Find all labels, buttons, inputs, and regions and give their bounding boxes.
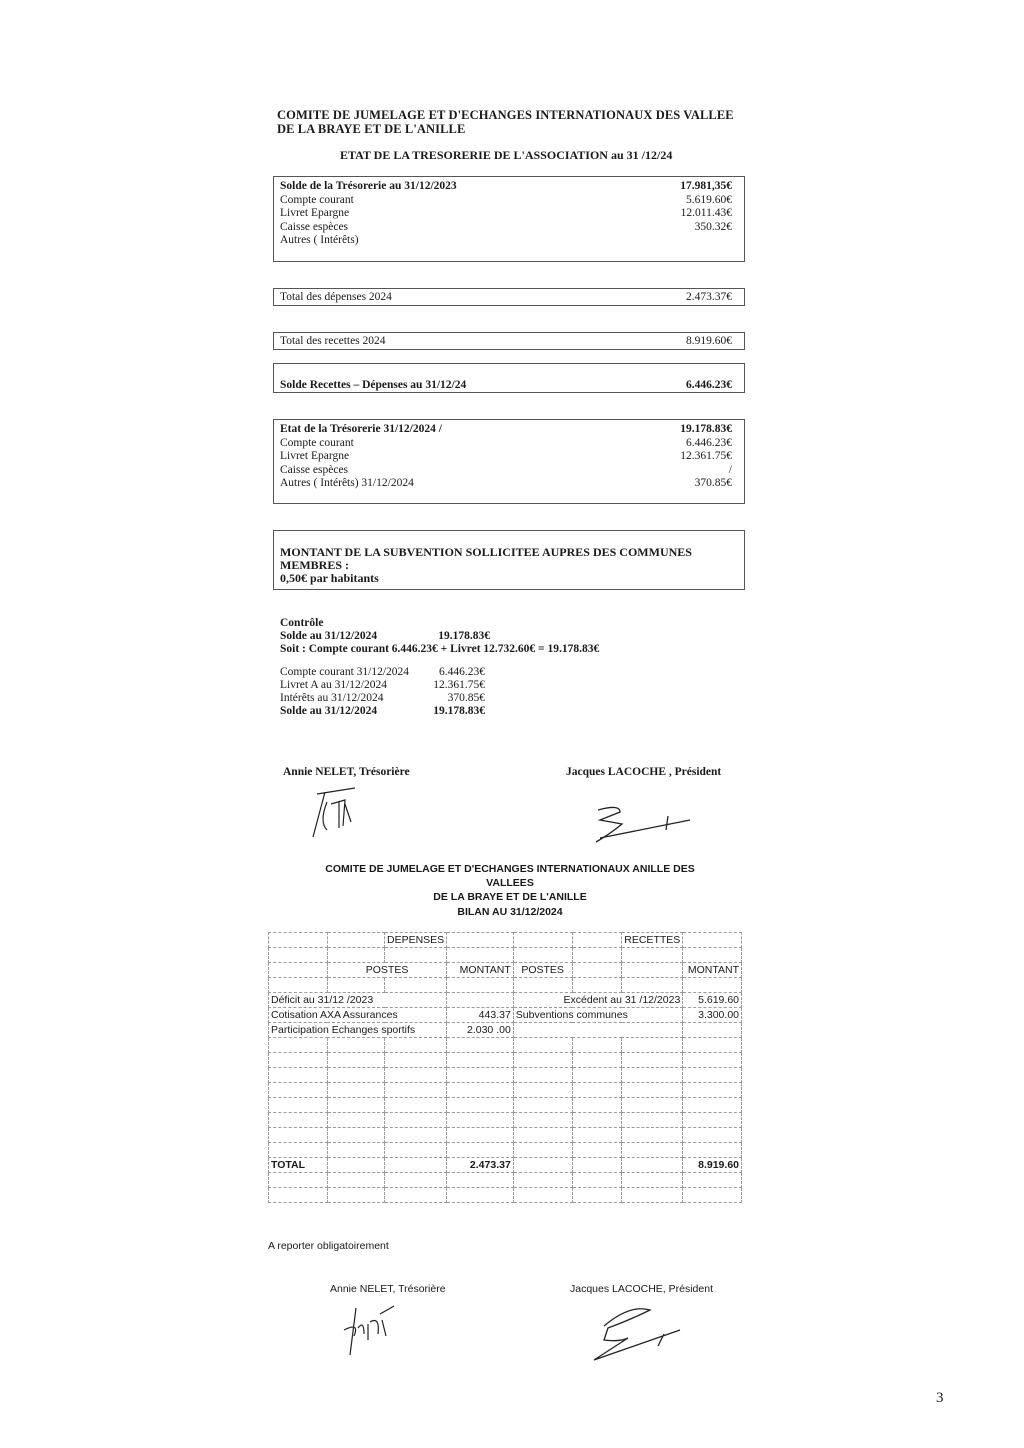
row-label: Caisse espèces	[280, 463, 349, 476]
rec-poste-cell: Excédent au 31 /12/2023	[513, 993, 683, 1008]
president-name-footer: Jacques LACOCHE, Président	[570, 1283, 713, 1295]
recettes-header: RECETTES	[622, 933, 683, 948]
row-value: 19.178.83€	[680, 423, 732, 435]
controle-soit: Soit : Compte courant 6.446.23€ + Livret 12.732.60€ = 19.178.83€	[280, 643, 600, 655]
rec-montant-cell: 3.300.00	[683, 1008, 742, 1023]
treasurer-signature-icon	[305, 782, 365, 842]
table-row	[269, 1113, 742, 1128]
table-row	[269, 1188, 742, 1203]
treasury-2023-row	[274, 180, 744, 194]
row-value: 12.361.75€	[680, 450, 732, 462]
bilan-table	[268, 932, 742, 1203]
controle-detail-value: 6.446.23€	[439, 666, 485, 678]
total-row	[269, 1158, 742, 1173]
page-number: 3	[936, 1390, 944, 1406]
table-row	[269, 993, 742, 1008]
table-row	[269, 1023, 742, 1038]
controle-solde-value: 19.178.83€	[438, 630, 490, 642]
table-row	[269, 1098, 742, 1113]
treasury-2024-row	[274, 437, 744, 451]
rec-poste-cell	[513, 1023, 683, 1038]
total-depenses-label: Total des dépenses 2024	[280, 291, 392, 303]
dep-montant-cell: 443.37	[447, 1008, 514, 1023]
treasury-2024-row	[274, 450, 744, 464]
treasury-2024-row	[274, 477, 744, 491]
row-label: Caisse espèces	[280, 220, 349, 233]
treasury-2023-row	[274, 207, 744, 221]
total-recettes-box	[273, 332, 745, 350]
treasury-2023-row	[274, 221, 744, 235]
total-depenses-cell: 2.473.37	[447, 1158, 514, 1173]
subvention-line: MONTANT DE LA SUBVENTION SOLLICITEE AUPRES DES COMMUNES	[280, 545, 692, 559]
controle-solde-label: Solde au 31/12/2024	[280, 630, 378, 642]
controle-detail-value: 12.361.75€	[433, 679, 485, 691]
table-row	[269, 1068, 742, 1083]
solde-box	[273, 363, 745, 393]
table-row	[269, 1083, 742, 1098]
subvention-rate: 0,50€ par habitants	[280, 571, 379, 585]
row-label: Compte courant	[280, 193, 354, 206]
dep-montant-header: MONTANT	[447, 963, 514, 978]
table-row	[269, 1038, 742, 1053]
rec-montant-cell: 5.619.60	[683, 993, 742, 1008]
table-row	[269, 1173, 742, 1188]
treasury-subtitle: ETAT DE LA TRESORERIE DE L'ASSOCIATION au 31 /12/24	[340, 148, 673, 162]
rec-montant-header: MONTANT	[683, 963, 742, 978]
controle-detail-label: Intérêts au 31/12/2024	[280, 692, 384, 704]
row-value: 6.446.23€	[686, 436, 732, 449]
row-label: Livret Epargne	[280, 450, 350, 462]
rec-montant-cell	[683, 1023, 742, 1038]
president-signature-footer-icon	[590, 1300, 700, 1370]
solde-label: Solde Recettes – Dépenses au 31/12/24	[280, 379, 467, 391]
treasury-2023-row	[274, 194, 744, 208]
row-value: 350.32€	[694, 220, 732, 233]
treasury-2024-box	[273, 419, 745, 504]
row-value: 370.85€	[694, 477, 732, 489]
treasurer-signature-footer-icon	[340, 1300, 400, 1360]
report-note: A reporter obligatoirement	[268, 1240, 389, 1252]
row-value: 12.011.43€	[680, 207, 732, 219]
subvention-line: MEMBRES :	[280, 558, 349, 572]
dep-poste-cell: Déficit au 31/12 /2023	[269, 993, 447, 1008]
row-label: Solde de la Trésorerie au 31/12/2023	[280, 180, 457, 192]
table-row	[269, 1053, 742, 1068]
total-depenses-box	[273, 288, 745, 306]
row-label: Autres ( Intérêts)	[280, 234, 359, 246]
total-recettes-cell: 8.919.60	[683, 1158, 742, 1173]
total-depenses-value: 2.473.37€	[686, 291, 732, 303]
table-row	[269, 933, 742, 948]
total-recettes-label: Total des recettes 2024	[280, 335, 386, 347]
dep-montant-cell	[447, 993, 514, 1008]
controle-detail-label: Compte courant 31/12/2024	[280, 666, 410, 678]
treasury-2023-box	[273, 176, 745, 262]
controle-title: Contrôle	[280, 617, 324, 629]
row-label: Livret Epargne	[280, 207, 350, 219]
row-label: Etat de la Trésorerie 31/12/2024 /	[280, 423, 442, 435]
subvention-box	[273, 530, 745, 590]
bilan-subtitle: BILAN AU 31/12/2024	[457, 906, 563, 918]
table-row	[269, 963, 742, 978]
total-label: TOTAL	[269, 1158, 328, 1173]
row-value: /	[728, 463, 732, 476]
controle-detail-label: Livret A au 31/12/2024	[280, 679, 388, 691]
treasurer-name: Annie NELET, Trésorière	[283, 766, 410, 778]
controle-detail-value: 370.85€	[447, 692, 485, 704]
dep-poste-cell: Cotisation AXA Assurances	[269, 1008, 447, 1023]
table-row	[269, 1128, 742, 1143]
treasury-2023-row	[274, 234, 744, 248]
row-value: 17.981,35€	[680, 180, 732, 192]
rec-postes-header: POSTES	[513, 963, 572, 978]
dep-montant-cell: 2.030 .00	[447, 1023, 514, 1038]
president-signature-icon	[590, 798, 700, 848]
row-label: Autres ( Intérêts) 31/12/2024	[280, 477, 414, 489]
organization-title: COMITE DE JUMELAGE ET D'ECHANGES INTERNATIONAUX DES VALLEE DE LA BRAYE ET DE L'ANILLE	[277, 108, 734, 136]
table-row	[269, 1008, 742, 1023]
bilan-org-title: COMITE DE JUMELAGE ET D'ECHANGES INTERNATIONAUX ANILLE DES VALLEES DE LA BRAYE ET DE L'ANILLE	[325, 863, 695, 903]
controle-section	[280, 617, 599, 718]
president-name: Jacques LACOCHE , Président	[566, 766, 722, 778]
solde-value: 6.446.23€	[686, 379, 732, 391]
table-row	[269, 1143, 742, 1158]
table-row	[269, 978, 742, 993]
row-value: 5.619.60€	[686, 193, 732, 206]
treasurer-name-footer: Annie NELET, Trésorière	[330, 1283, 446, 1295]
table-row	[269, 948, 742, 963]
controle-detail-label: Solde au 31/12/2024	[280, 705, 378, 717]
treasury-2024-row	[274, 423, 744, 437]
row-label: Compte courant	[280, 436, 354, 449]
dep-poste-cell: Participation Echanges sportifs	[269, 1023, 447, 1038]
rec-poste-cell: Subventions communes	[513, 1008, 683, 1023]
total-recettes-value: 8.919.60€	[686, 335, 732, 347]
controle-detail-value: 19.178.83€	[433, 705, 485, 717]
treasury-2024-row	[274, 464, 744, 478]
depenses-header: DEPENSES	[385, 933, 447, 948]
dep-postes-header: POSTES	[327, 963, 446, 978]
